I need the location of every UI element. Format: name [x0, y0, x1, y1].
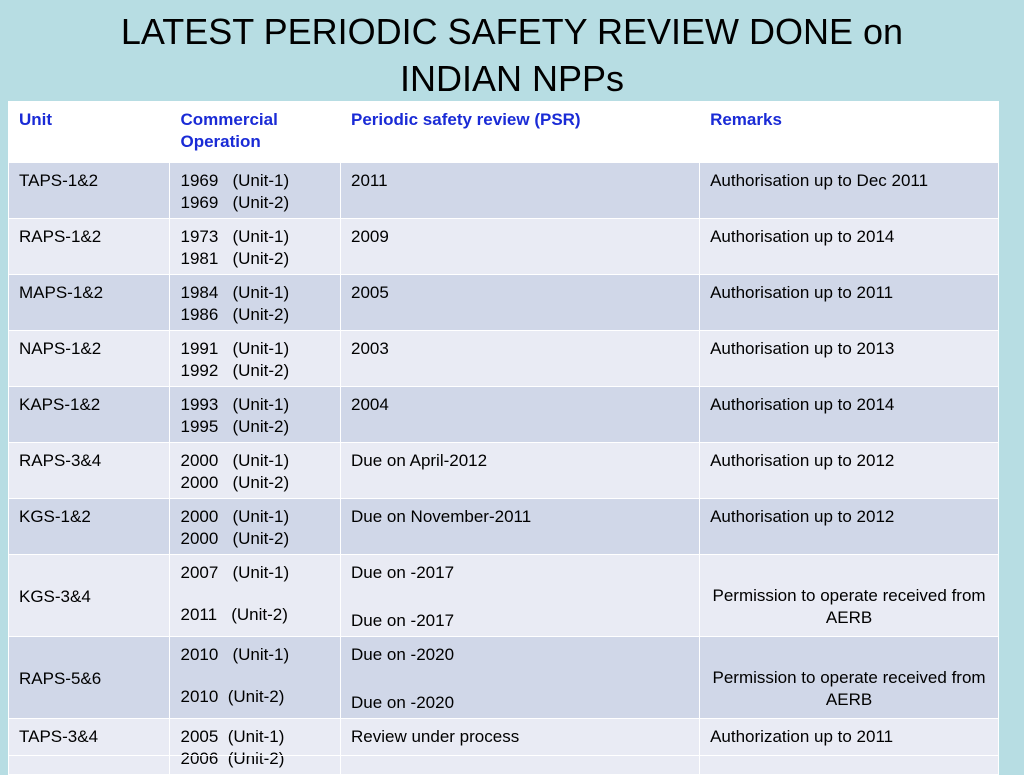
op-unit-2: 1981 (Unit-2)	[180, 249, 290, 268]
table-row	[9, 719, 999, 775]
table-row	[9, 637, 999, 719]
cell-commercial-operation	[170, 719, 341, 775]
table-header-row	[9, 102, 999, 162]
cell-unit: RAPS-1&2	[9, 219, 170, 275]
cell-unit: TAPS-1&2	[9, 162, 170, 219]
cell-psr: 2011	[341, 162, 700, 219]
op-unit-1: 1973 (Unit-1)	[180, 227, 290, 246]
cell-unit: RAPS-5&6	[9, 637, 170, 719]
psr-unit-2: Due on -2020	[351, 693, 455, 712]
cell-remarks: Authorisation up to 2013	[700, 331, 999, 387]
cell-commercial-operation	[170, 555, 341, 637]
cell-psr: 2003	[341, 331, 700, 387]
cell-commercial-operation	[170, 162, 341, 219]
op-unit-1: 1993 (Unit-1)	[180, 395, 290, 414]
table-row	[9, 275, 999, 331]
cell-remarks: Permission to operate received from AERB	[700, 637, 999, 719]
cell-psr: 2009	[341, 219, 700, 275]
cell-commercial-operation	[170, 387, 341, 443]
op-unit-1: 2000 (Unit-1)	[180, 507, 290, 526]
table-row	[9, 331, 999, 387]
table-row	[9, 499, 999, 555]
op-unit-1: 1991 (Unit-1)	[180, 339, 290, 358]
cell-commercial-operation	[170, 443, 341, 499]
table-row	[9, 387, 999, 443]
op-unit-2: 1992 (Unit-2)	[180, 361, 290, 380]
op-unit-2: 2011 (Unit-2)	[180, 605, 288, 624]
cell-commercial-operation	[170, 637, 341, 719]
cell-remarks: Authorisation up to Dec 2011	[700, 162, 999, 219]
op-unit-1: 2000 (Unit-1)	[180, 451, 290, 470]
psr-table	[8, 101, 999, 775]
header-commercial-operation: Commercial Operation	[170, 102, 341, 162]
cell-remarks: Authorisation up to 2012	[700, 443, 999, 499]
op-unit-2: 1995 (Unit-2)	[180, 417, 290, 436]
cell-remarks: Authorisation up to 2012	[700, 499, 999, 555]
op-unit-2: 2000 (Unit-2)	[180, 473, 290, 492]
cell-remarks: Authorisation up to 2014	[700, 387, 999, 443]
op-unit-1: 2005 (Unit-1)	[180, 727, 285, 746]
cell-psr	[341, 555, 700, 637]
table-row	[9, 162, 999, 219]
op-unit-1: 2010 (Unit-1)	[180, 645, 290, 664]
op-unit-2: 2010 (Unit-2)	[180, 687, 285, 706]
cell-commercial-operation	[170, 219, 341, 275]
op-unit-2: 1986 (Unit-2)	[180, 305, 290, 324]
cell-unit: RAPS-3&4	[9, 443, 170, 499]
cell-remarks: Permission to operate received from AERB	[700, 555, 999, 637]
op-unit-2: 2006 (Unit-2)	[180, 749, 285, 768]
cell-psr: Due on April-2012	[341, 443, 700, 499]
cell-unit: MAPS-1&2	[9, 275, 170, 331]
slide-title: LATEST PERIODIC SAFETY REVIEW DONE on INDIAN NPPs	[120, 11, 904, 99]
header-remarks: Remarks	[700, 102, 999, 162]
psr-unit-2: Due on -2017	[351, 611, 455, 630]
cell-psr: 2004	[341, 387, 700, 443]
cell-remarks: Authorization up to 2011	[700, 719, 999, 775]
op-unit-2: 2000 (Unit-2)	[180, 529, 290, 548]
op-unit-1: 1984 (Unit-1)	[180, 283, 290, 302]
cell-unit: KAPS-1&2	[9, 387, 170, 443]
op-unit-1: 2007 (Unit-1)	[180, 563, 290, 582]
cell-psr: Due on November-2011	[341, 499, 700, 555]
cell-remarks: Authorisation up to 2011	[700, 275, 999, 331]
psr-unit-1: Due on -2017	[351, 563, 455, 582]
cell-commercial-operation	[170, 275, 341, 331]
cell-unit: KGS-3&4	[9, 555, 170, 637]
cell-commercial-operation	[170, 499, 341, 555]
table-row	[9, 555, 999, 637]
cell-remarks: Authorisation up to 2014	[700, 219, 999, 275]
cell-commercial-operation	[170, 331, 341, 387]
psr-unit-1: Due on -2020	[351, 645, 455, 664]
table-row	[9, 219, 999, 275]
op-unit-1: 1969 (Unit-1)	[180, 171, 290, 190]
cell-unit: KGS-1&2	[9, 499, 170, 555]
op-unit-2: 1969 (Unit-2)	[180, 193, 290, 212]
header-psr: Periodic safety review (PSR)	[341, 102, 700, 162]
cell-unit: TAPS-3&4	[9, 719, 170, 775]
header-unit: Unit	[9, 102, 170, 162]
cell-psr: 2005	[341, 275, 700, 331]
cell-psr	[341, 637, 700, 719]
cell-psr: Review under process	[341, 719, 700, 775]
table-row	[9, 443, 999, 499]
cell-unit: NAPS-1&2	[9, 331, 170, 387]
